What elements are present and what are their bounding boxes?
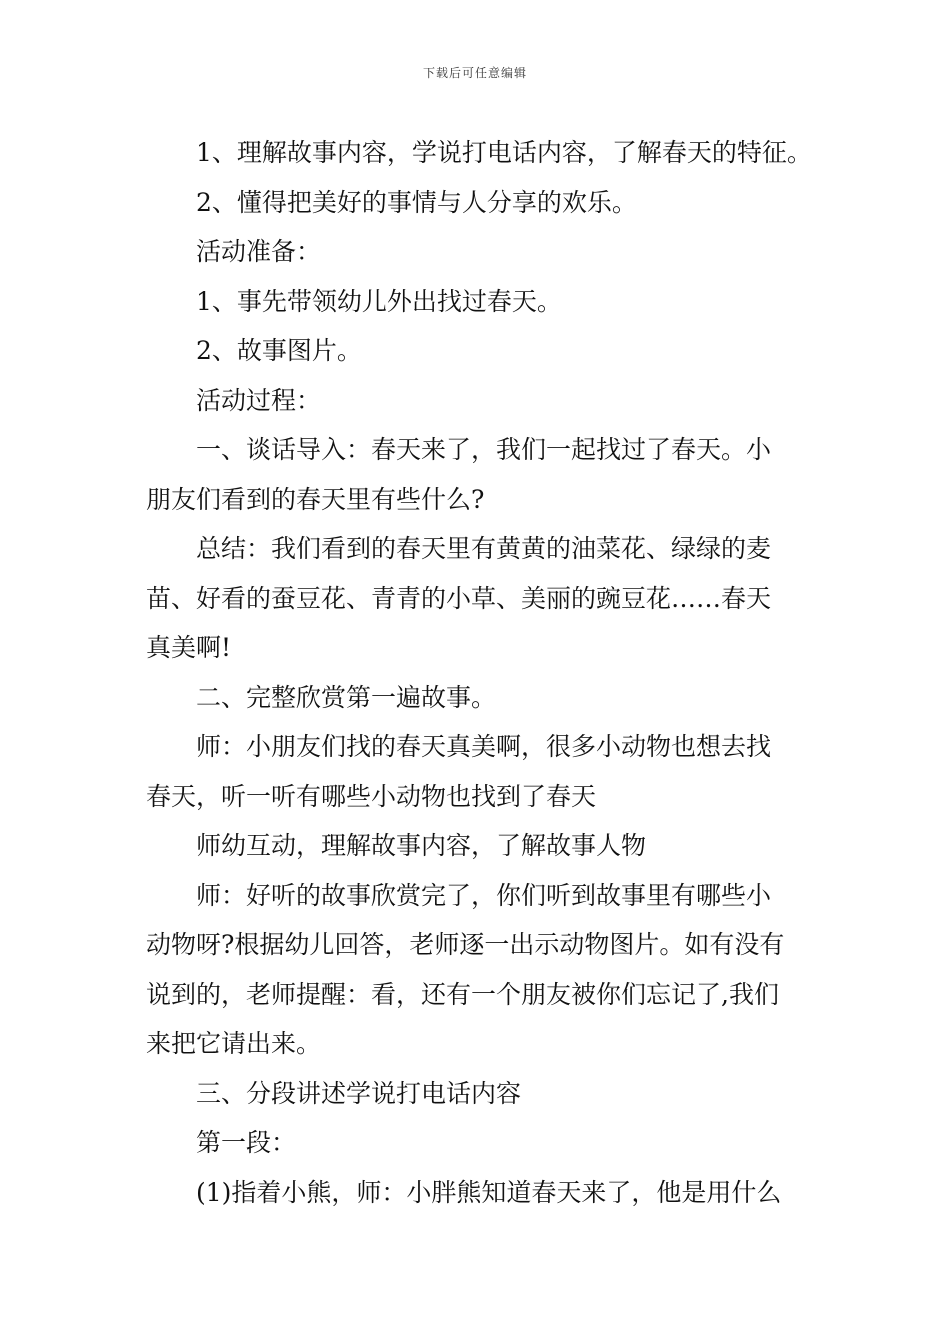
text-line: 三、分段讲述学说打电话内容 — [196, 1078, 522, 1108]
text-line: 1、事先带领幼儿外出找过春天。 — [196, 286, 562, 316]
text-line: 1、理解故事内容，学说打电话内容，了解春天的特征。 — [196, 138, 812, 167]
section-heading: 活动准备： — [196, 237, 322, 266]
section-heading: 活动过程： — [196, 385, 322, 415]
text-line: (1)指着小熊，师：小胖熊知道春天来了，他是用什么 — [196, 1177, 782, 1207]
text-line: 2、故事图片。 — [196, 336, 362, 365]
text-line: 春天，听一听有哪些小动物也找到了春天 — [146, 781, 597, 811]
text-line: 一、谈话导入：春天来了，我们一起找过了春天。小 — [196, 435, 772, 464]
document-body — [146, 128, 814, 1217]
text-line: 师：好听的故事欣赏完了，你们听到故事里有哪些小 — [196, 880, 772, 910]
text-line: 二、完整欣赏第一遍故事。 — [196, 682, 497, 712]
text-line: 朋友们看到的春天里有些什么? — [146, 484, 485, 514]
page-header-note: 下载后可任意编辑 — [422, 66, 527, 80]
text-line: 动物呀?根据幼儿回答，老师逐一出示动物图片。如有没有 — [146, 930, 785, 959]
text-line: 师：小朋友们找的春天真美啊，很多小动物也想去找 — [196, 732, 772, 761]
section-heading: 第一段： — [196, 1128, 297, 1157]
text-line: 说到的，老师提醒：看，还有一个朋友被你们忘记了,我们 — [146, 979, 779, 1009]
text-line: 苗、好看的蚕豆花、青青的小草、美丽的豌豆花……春天 — [146, 583, 772, 613]
text-line: 师幼互动，理解故事内容，了解故事人物 — [196, 831, 647, 860]
text-line: 真美啊! — [146, 633, 232, 662]
text-line: 2、懂得把美好的事情与人分享的欢乐。 — [196, 187, 637, 217]
text-line: 来把它请出来。 — [146, 1029, 322, 1058]
text-line: 总结：我们看到的春天里有黄黄的油菜花、绿绿的麦 — [196, 534, 772, 563]
